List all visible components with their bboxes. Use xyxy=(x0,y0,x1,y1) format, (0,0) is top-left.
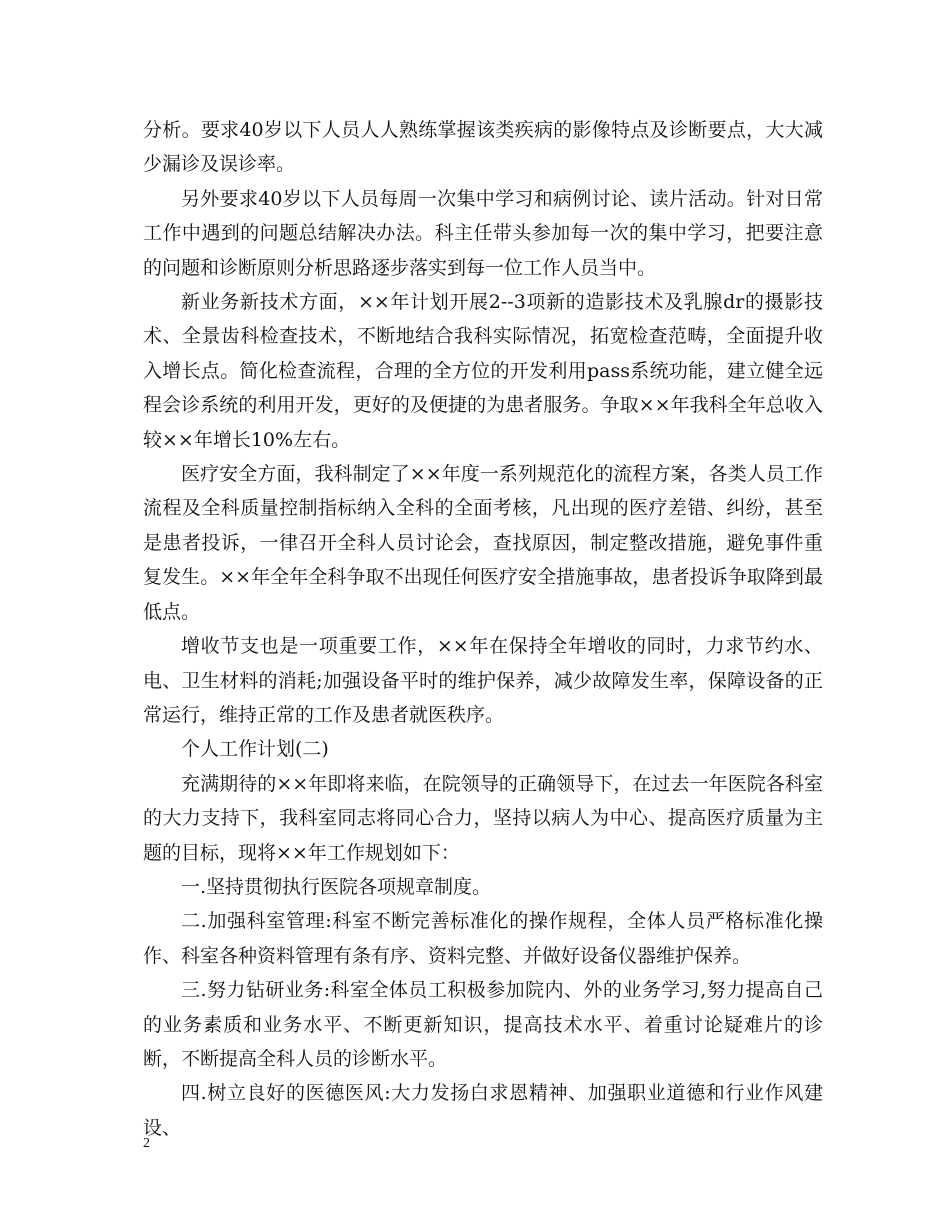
page-number: 2 xyxy=(143,1136,150,1151)
paragraph-1: 分析。要求40岁以下人员人人熟练掌握该类疾病的影像特点及诊断要点，大大减少漏诊及误诊率。 xyxy=(143,119,823,176)
paragraph-7: 充满期待的××年即将来临，在院领导的正确领导下，在过去一年医院各科室的大力支持下，我科室同志将同心合力，坚持以病人为中心、提高医疗质量为主题的目标，现将××年工作规划如下： xyxy=(143,772,823,864)
list-item-4: 四.树立良好的医德医风:大力发扬白求恩精神、加强职业道德和行业作风建设、 xyxy=(143,1082,823,1139)
paragraph-2: 另外要求40岁以下人员每周一次集中学习和病例讨论、读片活动。针对日常工作中遇到的问题总结解决办法。科主任带头参加每一次的集中学习，把要注意的问题和诊断原则分析思路逐步落实到每一位工作人员当中。 xyxy=(143,187,823,279)
list-item-1: 一.坚持贯彻执行医院各项规章制度。 xyxy=(181,875,492,898)
paragraph-3: 新业务新技术方面，××年计划开展2--3项新的造影技术及乳腺dr的摄影技术、全景齿科检查技术，不断地结合我科实际情况，拓宽检查范畴，全面提升收入增长点。简化检查流程，合理的全方位的开发利用pass系统功能，建立健全远程会诊系统的利用开发，更好的及便捷的为患者服务。争取××年我科全年总收入较××年增长10%左右。 xyxy=(143,291,823,451)
document-body xyxy=(143,113,823,1145)
list-item-3: 三.努力钻研业务:科室全体员工积极参加院内、外的业务学习,努力提高自己的业务素质和业务水平、不断更新知识，提高技术水平、着重讨论疑难片的诊断，不断提高全科人员的诊断水平。 xyxy=(143,979,823,1070)
paragraph-4: 医疗安全方面，我科制定了××年度一系列规范化的流程方案，各类人员工作流程及全科质量控制指标纳入全科的全面考核，凡出现的医疗差错、纠纷，甚至是患者投诉，一律召开全科人员讨论会，查找原因，制定整改措施，避免事件重复发生。××年全年全科争取不出现任何医疗安全措施事故，患者投诉争取降到最低点。 xyxy=(143,463,823,623)
section-heading: 个人工作计划(二) xyxy=(181,738,329,761)
list-item-2: 二.加强科室管理:科室不断完善标准化的操作规程，全体人员严格标准化操作、科室各种资料管理有条有序、资料完整、并做好设备仪器维护保养。 xyxy=(143,910,823,967)
paragraph-5: 增收节支也是一项重要工作，××年在保持全年增收的同时，力求节约水、电、卫生材料的消耗;加强设备平时的维护保养，减少故障发生率，保障设备的正常运行，维持正常的工作及患者就医秩序。 xyxy=(143,635,823,726)
